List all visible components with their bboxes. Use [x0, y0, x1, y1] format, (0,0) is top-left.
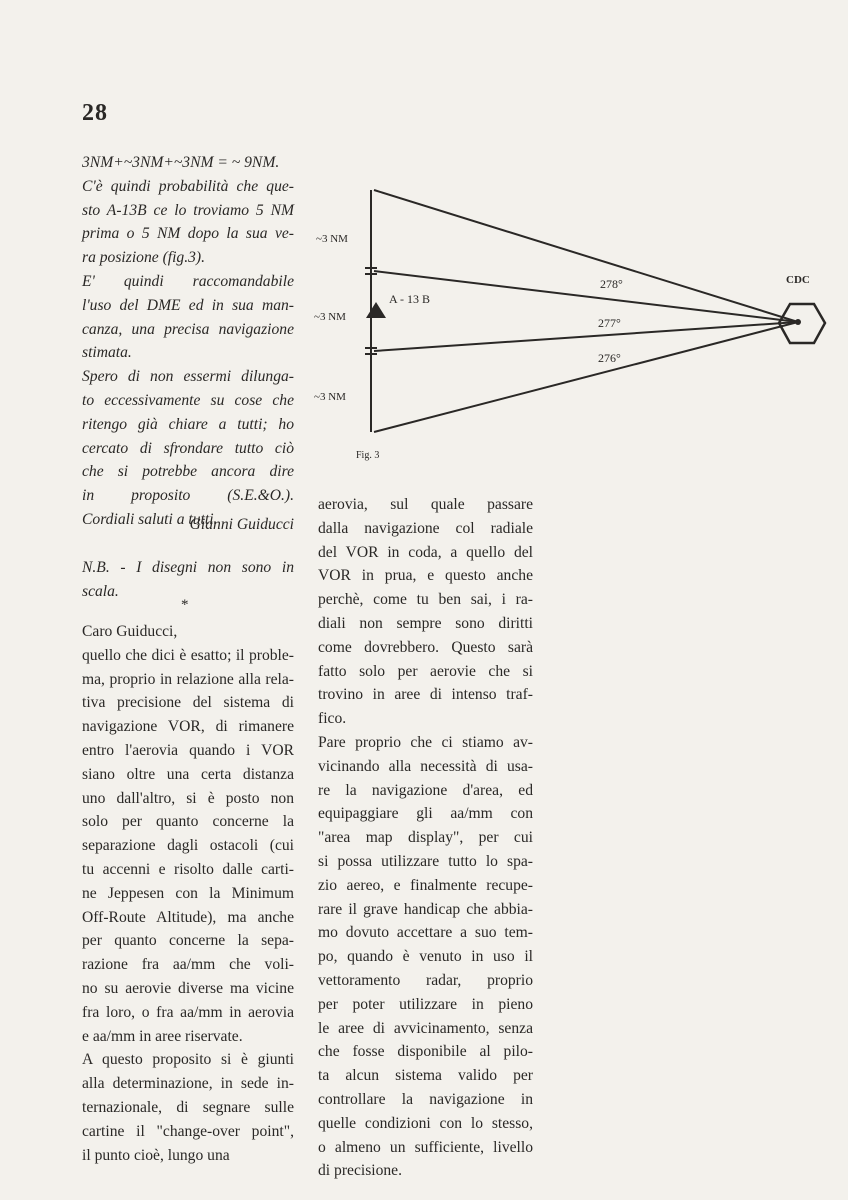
text-line: siano oltre una certa distanza [82, 765, 294, 783]
text-line: quello che dici è esatto; il proble- [82, 646, 294, 664]
text-line: il punto cioè, lungo una [82, 1146, 230, 1164]
text-line: fatto solo per aerovie che si [318, 662, 533, 680]
text-line: l'uso del DME ed in sua man- [82, 296, 294, 314]
text-line: po, quando è venuto in uso il [318, 948, 533, 966]
text-line: C'è quindi probabilità che que- [82, 177, 294, 195]
text-line: 3NM+~3NM+~3NM = ~ 9NM. [82, 154, 280, 171]
text-line: per quanto concerne la sepa- [82, 932, 294, 950]
text-line: tu accenni e risolto dalle carti- [82, 860, 294, 878]
aircraft-label: A - 13 B [389, 292, 431, 306]
radial-line [374, 271, 798, 322]
text-line: aerovia, sul quale passare [318, 496, 533, 513]
text-line: re la navigazione d'area, ed [318, 781, 533, 799]
text-line: ta alcun sistema valido per [318, 1067, 533, 1085]
note-line: scala. [82, 582, 119, 600]
station-label: CDC [786, 274, 810, 286]
text-line: di precisione. [318, 1162, 403, 1180]
text-line: vicinando alla necessità di usa- [318, 757, 533, 775]
text-line: cercato di sfrondare tutto ciò [82, 439, 294, 457]
text-line: per poter utilizzare in pieno [318, 995, 533, 1013]
text-line: to eccessivamente su cose che [82, 391, 294, 409]
text-line: stimata. [82, 344, 132, 362]
segment-label-3: ~3 NM [314, 391, 346, 403]
text-line: Caro Guiducci, [82, 623, 178, 640]
text-line: Off-Route Altitude), ma anche [82, 908, 294, 926]
section-separator: * [181, 597, 189, 613]
text-line: Cordiali saluti a tutti. [82, 510, 218, 528]
text-line: entro l'aerovia quando i VOR [82, 741, 294, 759]
radial-line [374, 322, 798, 432]
text-line: le aree di avvicinamento, senza [318, 1019, 533, 1037]
text-line: separazione dagli ostacoli (cui [82, 837, 294, 855]
text-line: navigazione VOR, di rimanere [82, 718, 294, 736]
figure-3-diagram [0, 0, 848, 480]
page-number: 28 [82, 100, 108, 126]
aircraft-marker-icon [366, 302, 386, 318]
note-line: N.B. - I disegni non sono in [82, 559, 294, 576]
text-line: diali non sempre sono diritti [318, 614, 533, 632]
text-line: ternazionale, di segnare sulle [82, 1098, 294, 1116]
reply-text-right [318, 493, 533, 1183]
figure-caption: Fig. 3 [356, 450, 380, 461]
text-line: razione fra aa/mm che voli- [82, 956, 294, 974]
text-line: trovino in aree di intenso traf- [318, 686, 533, 704]
radial-label-277: 277° [598, 316, 621, 330]
text-line: che si potrebbe ancora dire [82, 463, 294, 481]
text-line: perchè, come tu ben sai, i ra- [318, 591, 533, 609]
text-line: A questo proposito si è giunti [82, 1051, 294, 1069]
text-line: solo per quanto concerne la [82, 813, 294, 831]
text-line: controllare la navigazione in [318, 1090, 533, 1108]
text-line: che fosse disponibile al pilo- [318, 1043, 533, 1061]
radial-line [374, 190, 798, 322]
text-line: in proposito (S.E.&O.). [82, 487, 294, 505]
text-line: ritengo già chiare a tutti; ho [82, 415, 294, 433]
text-line: Spero di non essermi dilunga- [82, 368, 294, 386]
text-line: vettoramento radar, proprio [318, 971, 533, 989]
text-line: fra loro, o fra aa/mm in aerovia [82, 1003, 294, 1021]
text-line: fico. [318, 710, 347, 728]
text-line: come dovrebbero. Questo sarà [318, 638, 533, 656]
segment-label-2: ~3 NM [314, 311, 346, 323]
text-line: uno dall'altro, si è posto non [82, 789, 294, 807]
text-line: E' quindi raccomandabile [82, 272, 294, 290]
text-line: si possa utilizzare tutto lo spa- [318, 852, 533, 870]
text-line: canza, una precisa navigazione [82, 320, 294, 338]
text-line: ne Jeppesen con la Minimum [82, 884, 294, 902]
text-line: del VOR in coda, a quello del [318, 543, 533, 561]
text-line: zio aereo, e finalmente recupe- [318, 876, 533, 894]
reply-text-left [82, 620, 294, 1167]
text-line: quelle condizioni con lo stesso, [318, 1114, 533, 1132]
text-line: "area map display", per cui [318, 829, 533, 847]
text-line: ma, proprio in relazione alla rela- [82, 670, 294, 688]
text-line: alla determinazione, in sede in- [82, 1075, 294, 1093]
text-line: Pare proprio che ci stiamo av- [318, 733, 533, 751]
text-line: sto A-13B ce lo troviamo 5 NM [82, 201, 294, 219]
text-line: cartine il "change-over point", [82, 1122, 294, 1140]
text-line: tiva precisione del sistema di [82, 694, 294, 712]
text-line: dalla navigazione col radiale [318, 519, 533, 537]
text-line: mo dovuto accettare a suo tem- [318, 924, 533, 942]
signature: Gianni Guiducci [189, 516, 294, 533]
text-line: prima o 5 NM dopo la sua ve- [82, 225, 294, 243]
radial-label-278: 278° [600, 277, 623, 291]
text-line: o almeno un sufficiente, livello [318, 1138, 533, 1156]
text-line: rare il grave handicap che abbia- [318, 900, 533, 918]
radial-label-276: 276° [598, 351, 621, 365]
text-line: equipaggiare gli aa/mm con [318, 805, 533, 823]
radial-line [374, 322, 798, 351]
text-line: ra posizione (fig.3). [82, 249, 206, 267]
text-line: no su aerovie diverse ma vicine [82, 979, 294, 997]
text-line: VOR in prua, e questo anche [318, 567, 533, 585]
text-line: e aa/mm in aree riservate. [82, 1027, 243, 1045]
segment-label-1: ~3 NM [316, 233, 348, 245]
